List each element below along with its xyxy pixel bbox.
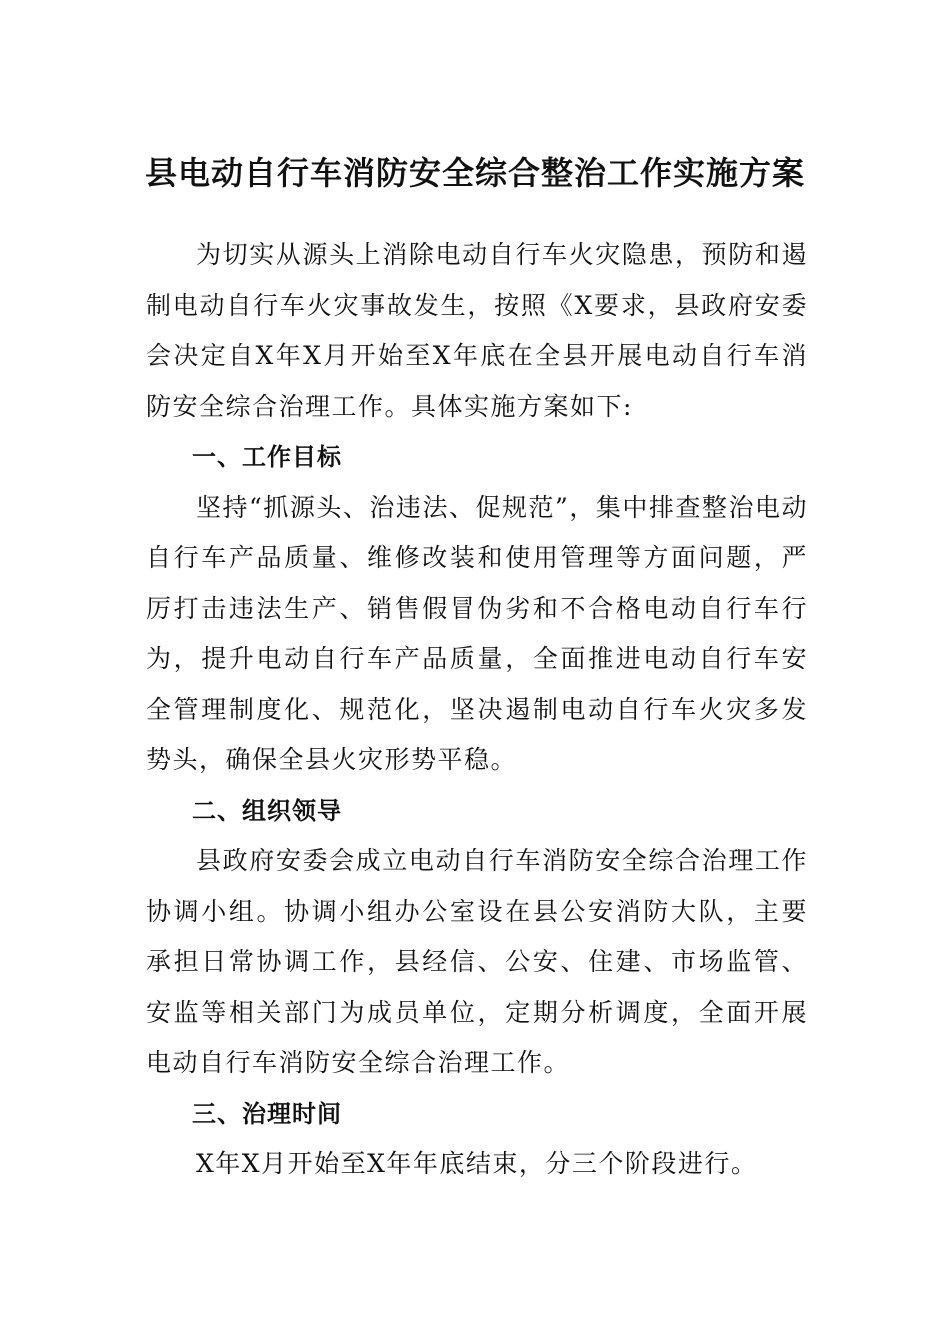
section-heading-organization: 二、组织领导 [192,796,342,825]
intro-paragraph: 为切实从源头上消除电动自行车火灾隐患，预防和遏制电动自行车火灾事故发生，按照《X要求，县政府安委会决定自X年X月开始至X年底在全县开展电动自行车消防安全综合治理工作。具体实施方案如下: [146,240,808,421]
section-body-organization: 县政府安委会成立电动自行车消防安全综合治理工作协调小组。协调小组办公室设在县公安消防大队，主要承担日常协调工作，县经信、公安、住建、市场监管、安监等相关部门为成员单位，定期分析调度，全面开展电动自行车消防安全综合治理工作。 [146,846,808,1077]
section-heading-goals: 一、工作目标 [192,443,342,471]
section-body-goals: 坚持“抓源头、治违法、促规范”，集中排查整治电动自行车产品质量、维修改装和使用管理等方面问题，严厉打击违法生产、销售假冒伪劣和不合格电动自行车行为，提升电动自行车产品质量，全面推进电动自行车安全管理制度化、规范化，坚决遏制电动自行车火灾多发势头，确保全县火灾形势平稳。 [146,492,808,774]
section-heading-timeline: 三、治理时间 [192,1099,342,1128]
document-title: 县电动自行车消防安全综合整治工作实施方案 [144,154,805,193]
document-body [146,230,808,1190]
section-body-timeline: X年X月开始至X年年底结束，分三个阶段进行。 [196,1149,758,1178]
